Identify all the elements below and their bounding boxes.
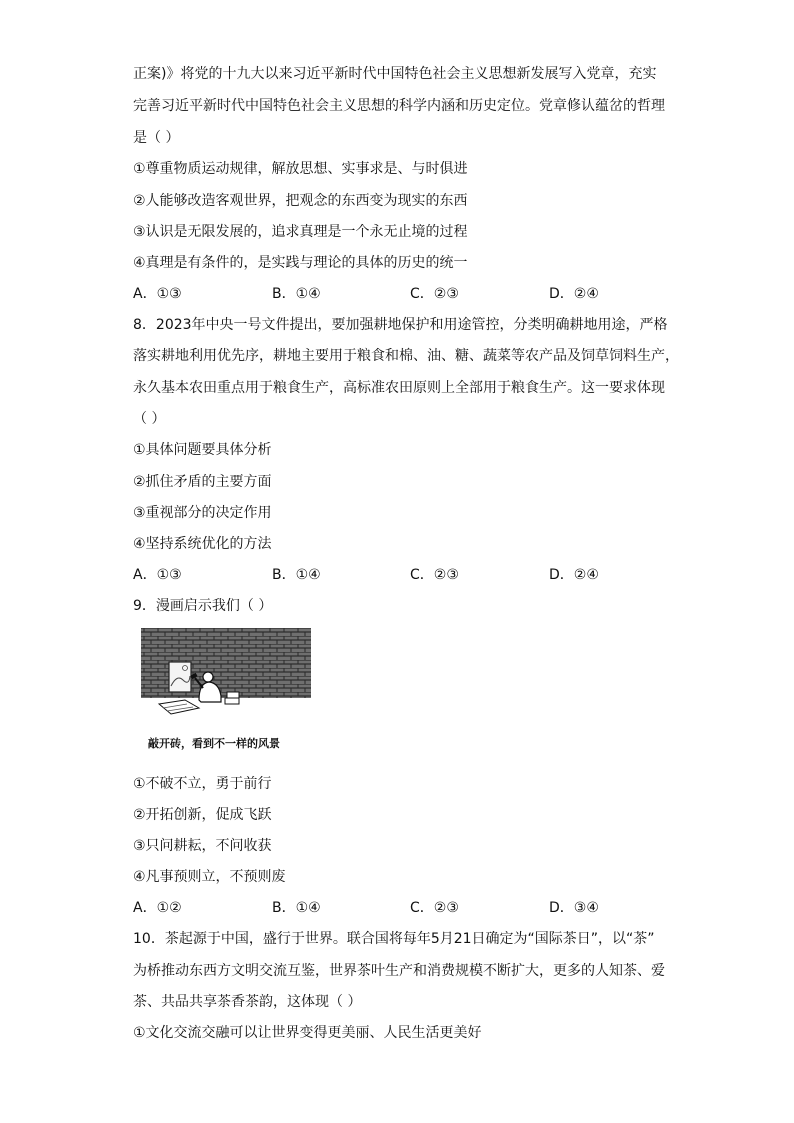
q7-stem-line: 正案)》将党的十九大以来习近平新时代中国特色社会主义思想新发展写入党章，充实 (133, 66, 657, 82)
q7-statement: ④真理是有条件的，是实践与理论的具体的历史的统一 (133, 255, 468, 271)
q7-stem-line: 完善习近平新时代中国特色社会主义思想的科学内涵和历史定位。党章修认蕴岔的哲理 (133, 98, 665, 114)
q8-option-a[interactable]: A．①③ (133, 567, 182, 583)
q8-stem-line: 永久基本农田重点用于粮食生产，高标准农田原则上全部用于粮食生产。这一要求体现 (133, 380, 665, 396)
q9-statement: ③只问耕耘，不问收获 (133, 838, 272, 854)
wall-opening (169, 662, 191, 692)
q8-option-c[interactable]: C．②③ (410, 567, 459, 583)
q10-stem-line: 茶、共品共享茶香茶韵，这体现（ ） (133, 994, 362, 1010)
q8-option-b[interactable]: B．①④ (272, 567, 321, 583)
q7-statement: ③认识是无限发展的，追求真理是一个永无止境的过程 (133, 224, 468, 240)
q9-statement: ④凡事预则立，不预则废 (133, 869, 286, 885)
q8-stem-line: 落实耕地利用优先序，耕地主要用于粮食和棉、油、糖、蔬菜等农产品及饲草饲料生产， (133, 348, 679, 364)
brick-wall (141, 628, 311, 698)
cartoon-caption: 敲开砖，看到不一样的风景 (148, 737, 280, 750)
q7-stem-line: 是（ ） (133, 130, 180, 146)
q9-option-d[interactable]: D．③④ (549, 900, 599, 916)
q8-stem-line: 8．2023年中央一号文件提出，要加强耕地保护和用途管控，分类明确耕地用途，严格 (133, 317, 668, 333)
q7-option-a[interactable]: A．①③ (133, 286, 182, 302)
q8-option-d[interactable]: D．②④ (549, 567, 599, 583)
q7-options (133, 284, 693, 304)
q10-stem-line: 10．茶起源于中国，盛行于世界。联合国将每年5月21日确定为“国际茶日”，以“茶” (133, 931, 655, 947)
q8-statement: ②抓住矛盾的主要方面 (133, 474, 272, 490)
q7-option-c[interactable]: C．②③ (410, 286, 459, 302)
q9-statement: ①不破不立，勇于前行 (133, 776, 272, 792)
q7-statement: ②人能够改造客观世界，把观念的东西变为现实的东西 (133, 193, 468, 209)
q9-stem: 9．漫画启示我们（ ） (133, 598, 273, 614)
q9-option-c[interactable]: C．②③ (410, 900, 459, 916)
q7-option-d[interactable]: D．②④ (549, 286, 599, 302)
q9-option-b[interactable]: B．①④ (272, 900, 321, 916)
q8-options (133, 565, 693, 585)
q8-statement: ①具体问题要具体分析 (133, 442, 272, 458)
q9-option-a[interactable]: A．①② (133, 900, 182, 916)
brick-wall-cartoon (141, 628, 311, 720)
q8-statement: ④坚持系统优化的方法 (133, 536, 272, 552)
q8-statement: ③重视部分的决定作用 (133, 505, 272, 521)
q10-stem-line: 为桥推动东西方文明交流互鉴，世界茶叶生产和消费规模不断扩大，更多的人知茶、爱 (133, 963, 665, 979)
q7-statement: ①尊重物质运动规律，解放思想、实事求是、与时俱进 (133, 161, 468, 177)
q10-statement: ①文化交流交融可以让世界变得更美丽、人民生活更美好 (133, 1025, 482, 1041)
q7-option-b[interactable]: B．①④ (272, 286, 321, 302)
q9-statement: ②开拓创新，促成飞跃 (133, 807, 272, 823)
q8-stem-line: （ ） (133, 411, 166, 427)
q9-options (133, 898, 693, 918)
